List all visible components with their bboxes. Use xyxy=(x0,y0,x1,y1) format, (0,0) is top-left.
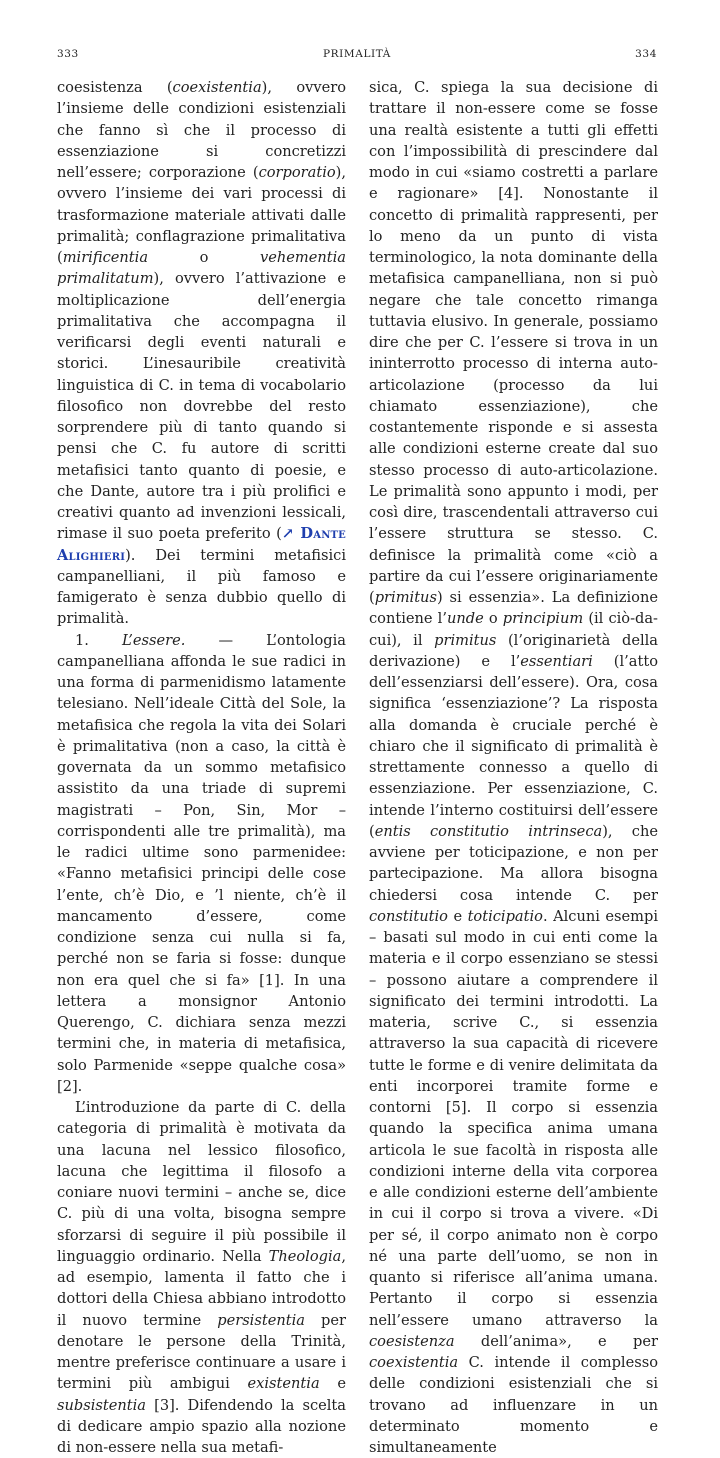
text-span: (il ciò-da-cui), il xyxy=(369,610,658,649)
italic-term: primitus xyxy=(374,589,437,606)
section-number: 1. xyxy=(75,631,89,649)
paragraph xyxy=(57,77,346,630)
paragraph xyxy=(57,1097,346,1458)
italic-term: persistentia xyxy=(217,1311,305,1329)
text-span: (l’atto dell’essenziarsi dell’essere). Ora, cosa significa ‘essenziazione’? La risposta alla domanda è cruciale perché è chiaro che il significato di primalità è strettamente connesso a quello di essenziazione. Per essenziazione, C. intende l’interno costituirsi dell’essere ( xyxy=(369,652,658,840)
italic-term: existentia xyxy=(247,1375,320,1393)
italic-term: constitutio xyxy=(369,907,448,925)
italic-term: vehementia primalitatum xyxy=(57,249,346,288)
text-span: [3]. Difendendo la scelta di dedicare ampio spazio alla nozione di non-essere nella sua metafi- xyxy=(57,1396,346,1456)
italic-term: toticipatio xyxy=(467,907,543,925)
text-span: . Alcuni esempi – basati sul modo in cui enti come la materia e il corpo essenziano se stessi – possono aiutare a comprendere il significato dei termini introdotti. La materia, scrive C., si essenzia attraverso la sua capacità di ricevere tutte le forme e di venire delimitata da enti incorporei tramite forme e contorni [5]. Il corpo si essenzia quando la specifica anima umana articola le sue facoltà in risposta alle condizioni interne della vita corporea e alle condizioni esterne dell’ambiente in cui il corpo si trova a vivere. «Di per sé, il corpo animato non è corpo né una parte dell’uomo, se non in quanto si riferisce all’anima umana. Pertanto il corpo si essenzia nell’essere umano attraverso la xyxy=(369,907,658,1329)
running-title: PRIMALITÀ xyxy=(323,48,391,60)
text-span: C. intende il complesso delle condizioni esistenziali che si trovano ad influenzare in un determinato momento e simultaneamente xyxy=(369,1354,658,1456)
right-column xyxy=(369,77,658,1458)
text-span: — L’ontologia campanelliana affonda le sue radici in una forma di parmenidismo latamente telesiano. Nell’ideale Città del Sole, la metafisica che regola la vita dei Solari è primalitativa (non a caso, la città è governata da un sommo metafisico assistito da una triade di supremi magistrati – Pon, Sin, Mor – corrispondenti alle tre primalità), ma le radici ultime sono parmenidee: «Fanno metafisici principi delle cose l’ente, ch’è Dio, e ’l niente, ch’è il mancamento d’essere, come condizione senza cui nulla si fa, perché non se faria si fosse: dunque non era quel che si fa» [1]. In una lettera a monsignor Antonio Querengo, C. dichiara senza mezzi termini che, in materia di metafisica, solo Parmenide «seppe qualche cosa» [2]. xyxy=(57,631,347,1095)
italic-term: coexistentia xyxy=(369,1354,459,1371)
paragraph xyxy=(57,630,346,1098)
italic-term: coexistentia xyxy=(172,79,262,96)
italic-term: essentiari xyxy=(520,652,593,670)
text-span: e xyxy=(319,1375,346,1393)
text-span: o xyxy=(483,610,503,628)
text-span: , ad esempio, lamenta il fatto che i dottori della Chiesa abbiano introdotto il nuovo termine xyxy=(57,1247,346,1329)
text-span: per denotare le persone della Trinità, mentre preferisce continuare a usare i termini più ambigui xyxy=(57,1311,347,1393)
italic-term: unde xyxy=(446,610,484,628)
text-span: ) si essenzia». La definizione contiene l’ xyxy=(369,589,658,628)
text-span: coesistenza ( xyxy=(57,79,173,96)
right-page-number: 334 xyxy=(635,48,657,60)
italic-term: mirificentia xyxy=(62,249,149,266)
cross-reference-label: Dante Alighieri xyxy=(57,525,347,564)
italic-term: primitus xyxy=(434,631,497,649)
text-span: ), ovvero l’insieme delle condizioni esistenziali che fanno sì che il processo di essenziazione si concretizzi nell’essere; corporazione ( xyxy=(57,79,346,181)
italic-term: coesistenza xyxy=(369,1332,455,1350)
text-span: e xyxy=(447,907,468,925)
text-span: ), ovvero l’insieme dei vari processi di trasformazione materiale attivati dalle primalità; conflagrazione primalitativa ( xyxy=(57,164,346,266)
text-span: sica, C. spiega la sua decisione di trattare il non-essere come se fosse una realtà esistente a tutti gli effetti con l’impossibilità di prescindere dal modo in cui «siamo costretti a parlare e ragionare» [4]. Nonostante il concetto di primalità rappresenti, per lo meno da un punto di vista terminologico, la nota dominante della metafisica campanelliana, non si può negare che tale concetto rimanga tuttavia elusivo. In generale, possiamo dire che per C. l’essere si trova in un ininterrotto processo di interna auto-articolazione (processo da lui chiamato essenziazione), che costantemente risponde e si assesta alle condizioni esterne create dal suo stesso processo di auto-articolazione. Le primalità sono appunto i modi, per così dire, trascendentali attraverso cui l’essere struttura se stesso. C. definisce la primalità come «ciò a partire da cui l’essere originariamente ( xyxy=(369,79,658,606)
section-heading: L’essere. xyxy=(122,631,186,649)
italic-term: principium xyxy=(502,610,584,628)
paragraph xyxy=(369,77,658,1458)
text-span: o xyxy=(148,249,260,266)
running-header xyxy=(57,48,657,62)
left-column xyxy=(57,77,346,1458)
italic-term: Theologia xyxy=(268,1247,342,1265)
italic-term: subsistentia xyxy=(57,1396,147,1414)
text-span: L’introduzione da parte di C. della categoria di primalità è motivata da una lacuna nel lessico filosofico, lacuna che legittima il filosofo a coniare nuovi termini – anche se, dice C. più di una volta, bisogna sempre sforzarsi di seguire il più possibile il linguaggio ordinario. Nella xyxy=(57,1099,346,1265)
text-span: ), ovvero l’attivazione e moltiplicazione dell’energia primalitativa che accompagna il verificarsi degli eventi naturali e storici. L’inesauribile creatività linguistica di C. in tema di vocabolario filosofico non dovrebbe del resto sorprendere più di tanto quando si pensi che C. fu autore di scritti metafisici tanto quanto di poesie, e che Dante, autore tra i più prolifici e creativi quanto ad invenzioni lessicali, rimase il suo poeta preferito ( xyxy=(57,270,346,543)
arrow-icon: ↗ xyxy=(281,525,295,543)
text-span: dell’anima», e per xyxy=(454,1332,658,1350)
text-span: (l’originarietà della derivazione) e l’ xyxy=(369,631,658,670)
italic-term: corporatio xyxy=(258,164,336,181)
text-span: ). Dei termini metafisici campanelliani, il più famoso e famigerato è senza dubbio quello di primalità. xyxy=(57,546,346,628)
text-span: ), che avviene per toticipazione, e non per partecipazione. Ma allora bisogna chiedersi cosa intende C. per xyxy=(369,822,658,904)
italic-term: entis constitutio intrinseca xyxy=(374,822,603,840)
left-page-number: 333 xyxy=(57,48,79,60)
